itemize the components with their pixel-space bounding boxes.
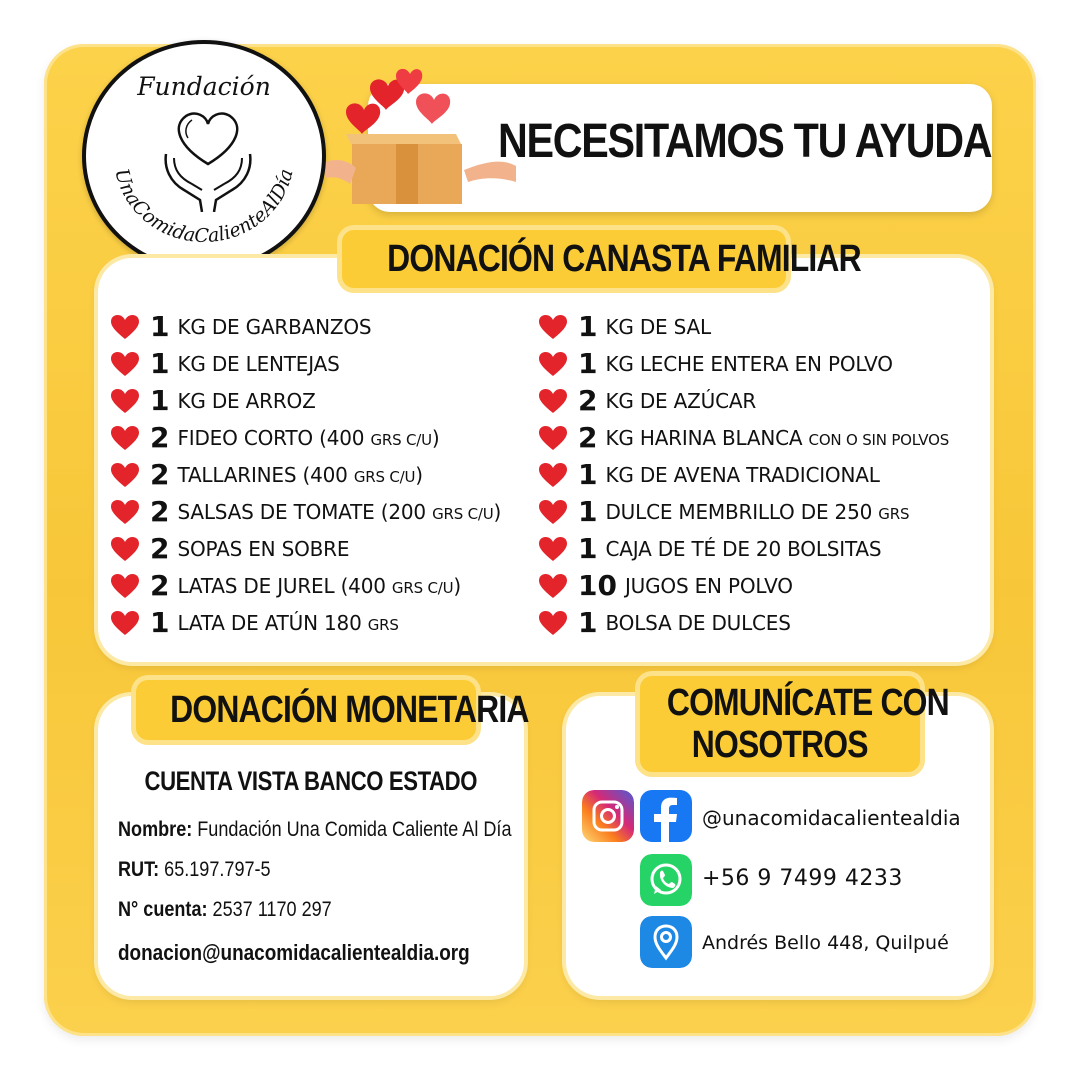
item-quantity: 1 [150, 347, 170, 380]
account-number-row: N° cuenta: 2537 1170 297 [118, 898, 332, 921]
item-quantity: 2 [150, 458, 170, 491]
logo-arc-text [86, 44, 322, 268]
item-text: JUGOS EN POLVO [624, 573, 793, 598]
logo-arc-label: UnaComidaCalienteAlDía [110, 166, 298, 248]
item-quantity: 1 [578, 606, 598, 639]
item-text: KG DE AZÚCAR [605, 388, 757, 413]
item-quantity: 2 [150, 421, 170, 454]
item-text: KG DE GARBANZOS [177, 314, 372, 339]
heart-icon [110, 499, 140, 525]
donation-email[interactable]: donacion@unacomidacalientealdia.org [118, 940, 470, 965]
heart-icon [110, 610, 140, 636]
bank-account-type: CUENTA VISTA BANCO ESTADO [144, 766, 478, 796]
phone-number[interactable]: +56 9 7499 4233 [702, 866, 903, 891]
logo-top-text: Fundación [137, 72, 271, 101]
item-text: SOPAS EN SOBRE [177, 536, 350, 561]
donation-box-icon [326, 66, 516, 216]
heart-icon [110, 388, 140, 414]
heart-icon [538, 425, 568, 451]
item-quantity: 2 [578, 421, 598, 454]
list-item [110, 530, 501, 567]
instagram-icon[interactable] [582, 790, 634, 842]
heart-icon [110, 573, 140, 599]
list-item [110, 567, 501, 604]
item-text: SALSAS DE TOMATE (200 GRS C/U) [177, 499, 502, 524]
heart-icon [538, 610, 568, 636]
facebook-icon[interactable] [640, 790, 692, 842]
item-quantity: 1 [578, 458, 598, 491]
item-text: DULCE MEMBRILLO DE 250 GRS [605, 499, 910, 524]
item-text: LATA DE ATÚN 180 GRS [177, 610, 399, 635]
item-text: KG DE ARROZ [177, 388, 316, 413]
list-item [110, 493, 501, 530]
whatsapp-icon[interactable] [640, 854, 692, 906]
list-item [538, 456, 949, 493]
page-title: NECESITAMOS TU AYUDA [498, 115, 992, 168]
item-quantity: 2 [150, 569, 170, 602]
list-item [110, 419, 501, 456]
heart-icon [538, 314, 568, 340]
canasta-title: DONACIÓN CANASTA FAMILIAR [342, 230, 786, 288]
list-item [538, 382, 949, 419]
item-text: KG LECHE ENTERA EN POLVO [605, 351, 893, 376]
account-name-row: Nombre: Fundación Una Comida Caliente Al Día [118, 818, 512, 841]
item-text: LATAS DE JUREL (400 GRS C/U) [177, 573, 461, 598]
item-quantity: 1 [150, 310, 170, 343]
address: Andrés Bello 448, Quilpué [702, 932, 949, 954]
list-item [538, 567, 949, 604]
canasta-list-right [538, 308, 949, 641]
item-quantity: 1 [578, 532, 598, 565]
item-text: FIDEO CORTO (400 GRS C/U) [177, 425, 440, 450]
item-text: KG DE SAL [605, 314, 711, 339]
heart-icon [538, 351, 568, 377]
heart-icon [538, 462, 568, 488]
heart-icon [110, 351, 140, 377]
item-quantity: 1 [578, 310, 598, 343]
item-quantity: 1 [578, 347, 598, 380]
foundation-logo [82, 40, 326, 272]
item-text: KG DE LENTEJAS [177, 351, 340, 376]
item-quantity: 1 [150, 606, 170, 639]
item-text: KG DE AVENA TRADICIONAL [605, 462, 880, 487]
list-item [538, 493, 949, 530]
list-item [538, 419, 949, 456]
item-text: TALLARINES (400 GRS C/U) [177, 462, 423, 487]
item-quantity: 1 [578, 495, 598, 528]
list-item [110, 456, 501, 493]
heart-icon [110, 462, 140, 488]
item-quantity: 1 [150, 384, 170, 417]
list-item [110, 382, 501, 419]
canasta-list-left [110, 308, 501, 641]
heart-icon [110, 425, 140, 451]
list-item [110, 604, 501, 641]
item-quantity: 2 [150, 532, 170, 565]
heart-icon [538, 573, 568, 599]
heart-icon [110, 536, 140, 562]
rut-row: RUT: 65.197.797-5 [118, 858, 271, 881]
item-quantity: 2 [578, 384, 598, 417]
item-text: KG HARINA BLANCA CON O SIN POLVOS [605, 425, 950, 450]
social-handle[interactable]: @unacomidacalientealdia [702, 806, 961, 830]
list-item [110, 345, 501, 382]
list-item [538, 530, 949, 567]
heart-icon [110, 314, 140, 340]
item-text: CAJA DE TÉ DE 20 BOLSITAS [605, 536, 882, 561]
item-text: BOLSA DE DULCES [605, 610, 791, 635]
map-pin-icon[interactable] [640, 916, 692, 968]
contact-title: COMUNÍCATE CON NOSOTROS [640, 676, 920, 772]
list-item [538, 604, 949, 641]
list-item [110, 308, 501, 345]
heart-icon [538, 388, 568, 414]
heart-icon [538, 499, 568, 525]
list-item [538, 345, 949, 382]
money-title: DONACIÓN MONETARIA [136, 680, 476, 740]
list-item [538, 308, 949, 345]
item-quantity: 2 [150, 495, 170, 528]
item-quantity: 10 [578, 569, 617, 602]
heart-icon [538, 536, 568, 562]
